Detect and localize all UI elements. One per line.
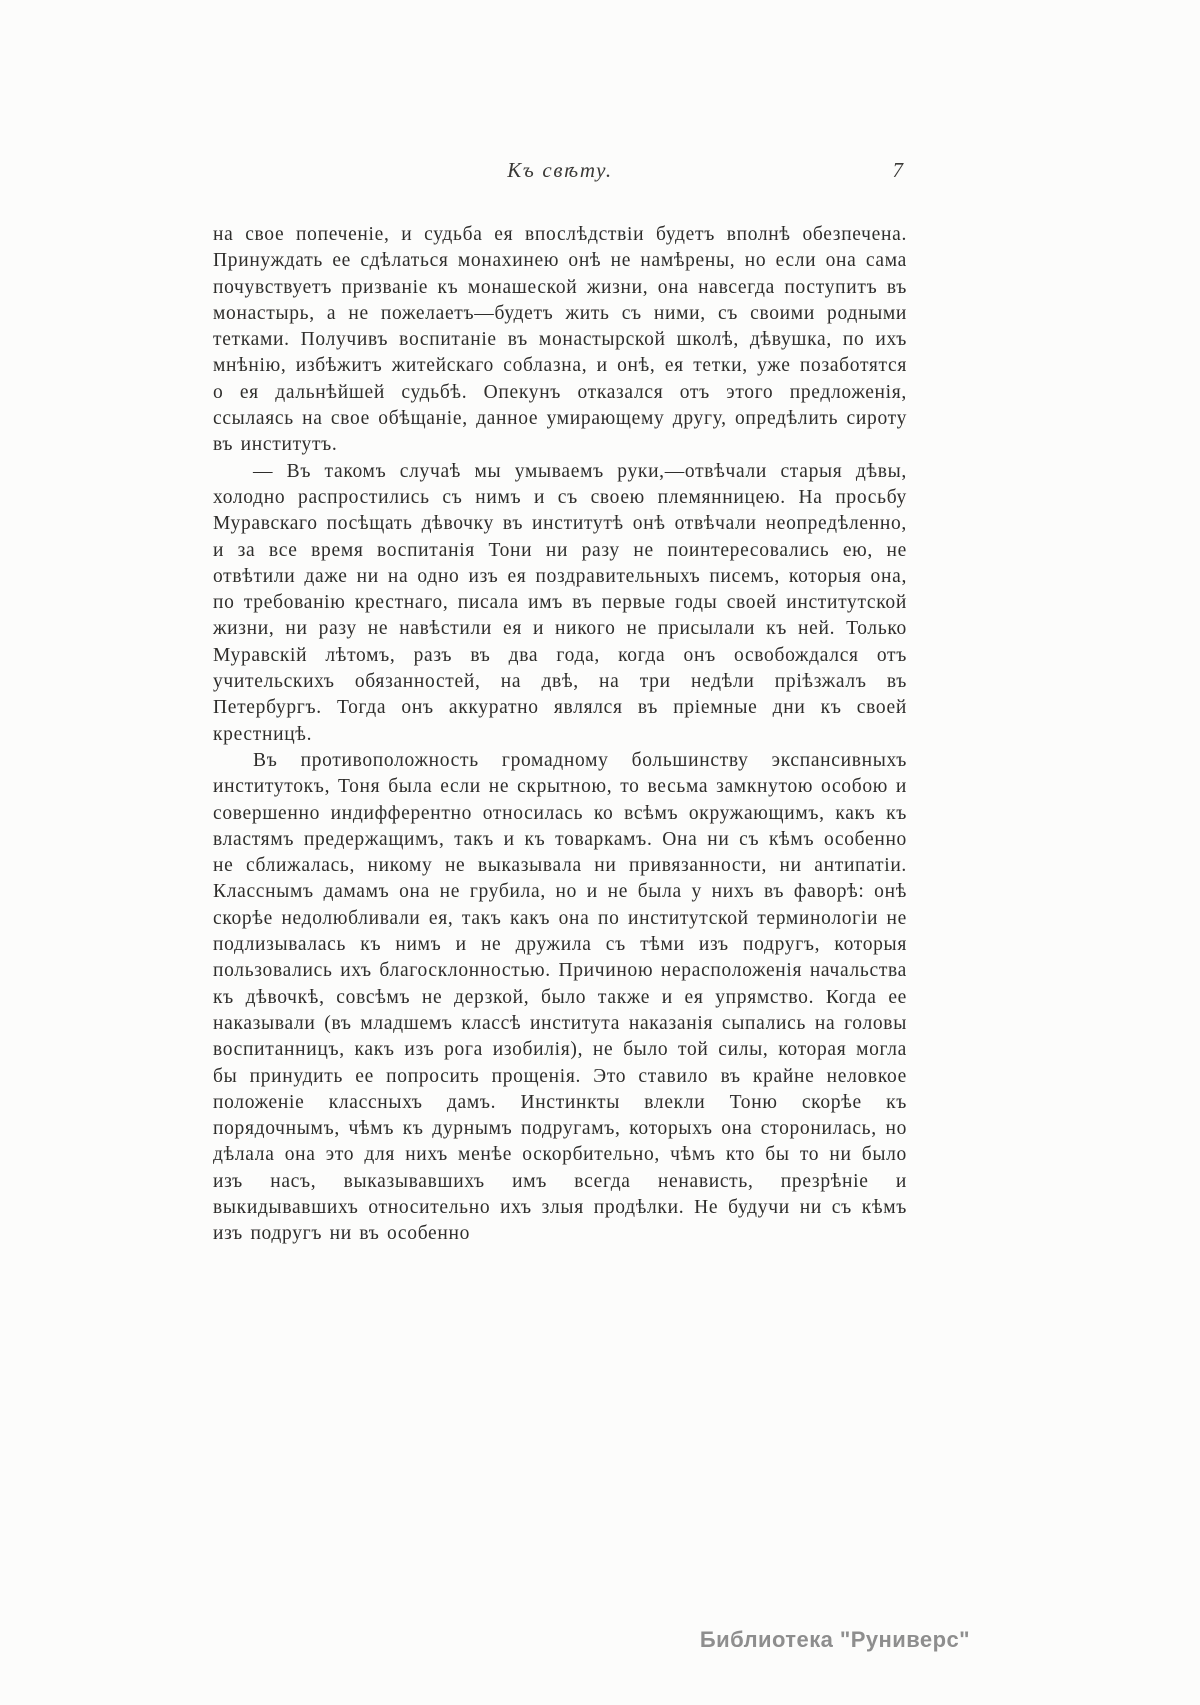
running-title: Къ свѣту. <box>507 158 613 182</box>
library-watermark: Библиотека "Руниверс" <box>699 1627 970 1652</box>
paragraph: — Въ такомъ случаѣ мы умываемъ руки,—отвѣчали старыя дѣвы, холодно распростились съ нимъ и съ своею племянницею. На просьбу Муравскаго посѣщать дѣвочку въ институтѣ онѣ отвѣчали неопредѣленно, и за все время воспитанія Тони ни разу не поинтересовались ею, не отвѣтили даже ни на одно изъ ея поздравительныхъ писемъ, которыя она, по требованію крестнаго, писала имъ въ первые годы своей институтской жизни, ни разу не навѣстили ея и никого не присылали къ ней. Только Муравскій лѣтомъ, разъ въ два года, когда онъ освобождался отъ учительскихъ обязанностей, на двѣ, на три недѣли пріѣзжалъ въ Петербургъ. Тогда онъ аккуратно являлся въ пріемные дни къ своей крестницѣ. <box>213 460 907 745</box>
paragraph: Въ противоположность громадному большинству экспансивныхъ институтокъ, Тоня была если не скрытною, то весьма замкнутою особою и совершенно индифферентно относилась ко всѣмъ окружающимъ, какъ къ властямъ предержащимъ, такъ и къ товаркамъ. Она ни съ кѣмъ особенно не сближалась, никому не выказывала ни привязанности, ни антипатіи. Класснымъ дамамъ она не грубила, но и не была у нихъ въ фаворѣ: онѣ скорѣе недолюбливали ея, такъ какъ она по институтской терминологіи не подлизывалась къ нимъ и не дружила съ тѣми изъ подругъ, которыя пользовались ихъ благосклонностью. Причиною нерасположенія начальства къ дѣвочкѣ, совсѣмъ не дерзкой, было также и ея упрямство. Когда ее наказывали (въ младшемъ классѣ института наказанія сыпались на головы воспитанницъ, какъ изъ рога изобилія), не было той силы, которая могла бы принудить ее попросить прощенія. Это ставило въ крайне неловкое положеніе классныхъ дамъ. Инстинкты влекли Тоню скорѣе къ порядочнымъ, чѣмъ къ дурнымъ подругамъ, которыхъ она сторонилась, но дѣлала она это для нихъ менѣе оскорбительно, чѣмъ кто бы то ни было изъ насъ, выказывавшихъ имъ всегда ненависть, презрѣніе и выкидывавшихъ относительно ихъ злыя продѣлки. Не будучи ни съ кѣмъ изъ подругъ ни въ особенно <box>213 749 907 1245</box>
page-body <box>213 222 907 1248</box>
paragraph: на свое попеченіе, и судьба ея впослѣдствіи будетъ вполнѣ обезпечена. Принуждать ее сдѣлаться монахинею онѣ не намѣрены, но если она сама почувствуетъ призваніе къ монашеской жизни, она навсегда поступитъ въ монастырь, а не пожелаетъ—будетъ жить съ ними, съ своими родными тетками. Получивъ воспитаніе въ монастырской школѣ, дѣвушка, по ихъ мнѣнію, избѣжитъ житейскаго соблазна, и онѣ, ея тетки, уже позаботятся о ея дальнѣйшей судьбѣ. Опекунъ отказался отъ этого предложенія, ссылаясь на свое обѣщаніе, данное умирающему другу, опредѣлить сироту въ институтъ. <box>213 224 907 456</box>
page-number: 7 <box>892 158 903 182</box>
text-column <box>213 158 907 1248</box>
page-header <box>213 158 907 192</box>
